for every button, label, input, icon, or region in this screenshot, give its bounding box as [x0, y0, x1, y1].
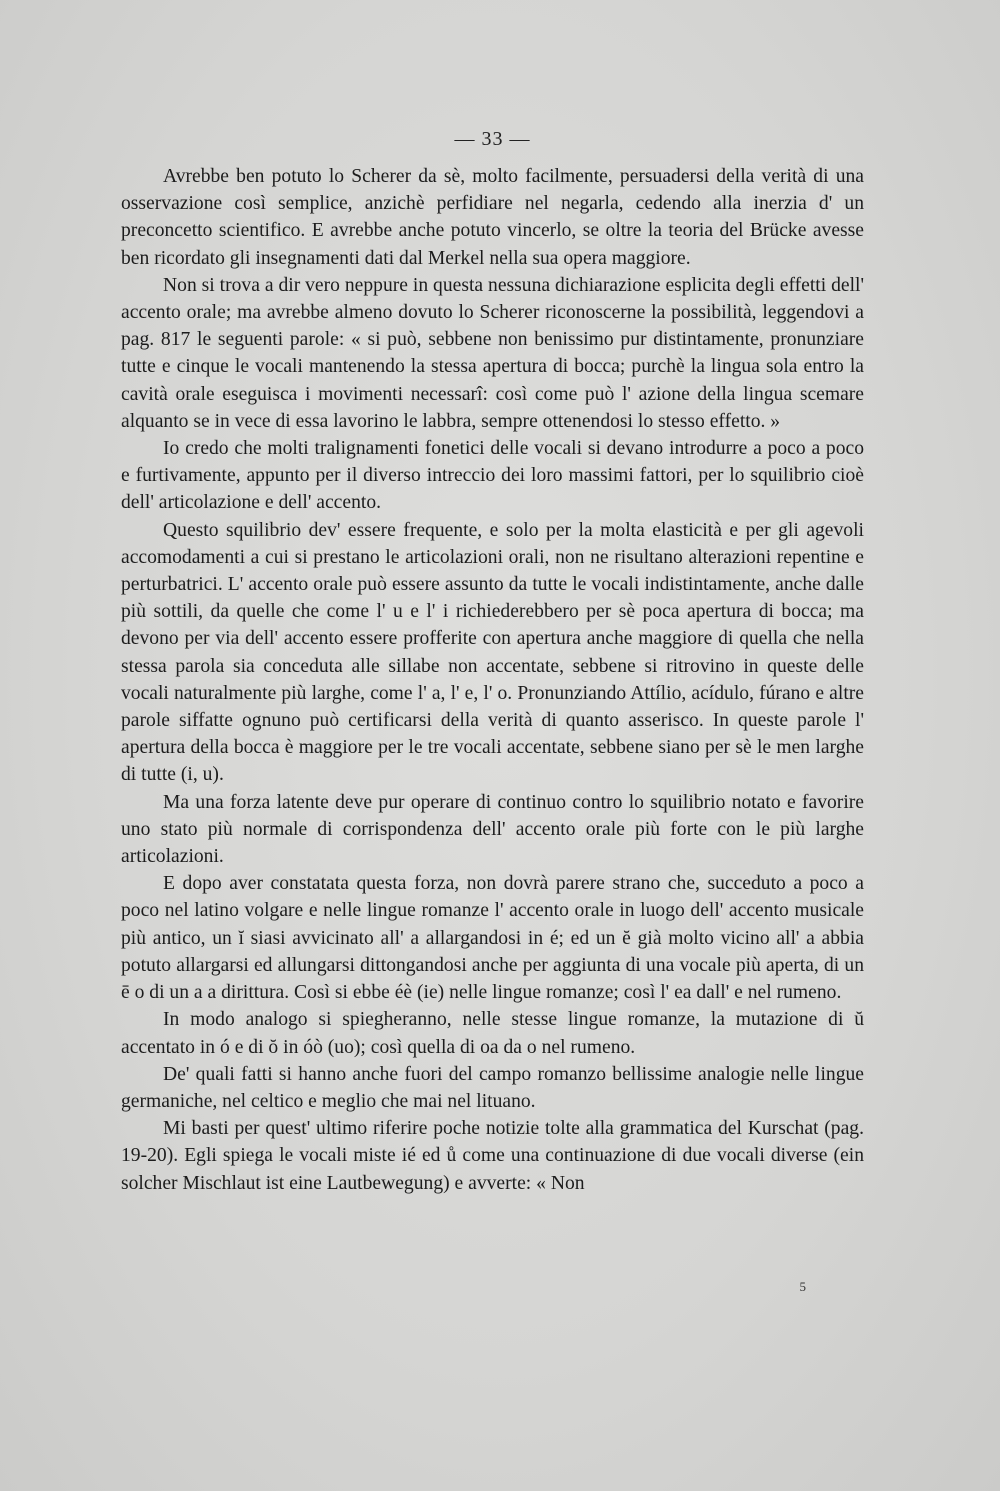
page-number: — 33 —: [454, 128, 531, 150]
paragraph: Questo squilibrio dev' essere frequente, e solo per la molta elasticità e per gli agevoli accomodamenti a cui si prestano le articolazioni orali, non ne risultano alterazioni repentine e perturbatrici. L' accento orale può essere assunto da tutte le vocali indistintamente, anche dalle più sottili, da quelle che come l' u e l' i richiederebbero per sè poca apertura di bocca; ma devono per via dell' accento essere profferite con apertura anche maggiore di quella che nella stessa parola sia conceduta alle sillabe non accentate, sebbene si ritrovino in queste delle vocali naturalmente più larghe, come l' a, l' e, l' o. Pronunziando Attílio, acídulo, fúrano e altre parole siffatte ognuno può certificarsi della verità di quanto asserisco. In queste parole l' apertura della bocca è maggiore per le tre vocali accentate, sebbene siano per sè le men larghe di tutte (i, u).: [121, 519, 864, 786]
paragraph: E dopo aver constatata questa forza, non dovrà parere strano che, succeduto a poco a poco nel latino volgare e nelle lingue romanze l' accento orale in luogo dell' accento musicale più antico, un ĭ siasi avvicinato all' a allargandosi in é; ed un ĕ già molto vicino all' a abbia potuto allargarsi ed allungarsi dittongandosi anche per aggiunta di una vocale più aperta, di un ē o di un a a dirittura. Così si ebbe éè (ie) nelle lingue romanze; così l' ea dall' e nel rumeno.: [121, 873, 864, 1004]
paragraph: Ma una forza latente deve pur operare di continuo contro lo squilibrio notato e favorire uno stato più normale di corrispondenza dell' accento orale più forte con le più larghe articolazioni.: [121, 791, 864, 868]
document-page: [121, 0, 864, 1491]
paragraph: Io credo che molti tralignamenti fonetici delle vocali si devano introdurre a poco a poco e furtivamente, appunto per il diverso intreccio dei loro massimi fattori, per lo squilibrio cioè dell' articolazione e dell' accento.: [121, 438, 864, 514]
paragraph: De' quali fatti si hanno anche fuori del campo romanzo bellissime analogie nelle lingue germaniche, nel celtico e meglio che mai nel lituano.: [121, 1063, 864, 1112]
paragraph: Avrebbe ben potuto lo Scherer da sè, molto facilmente, persuadersi della verità di una osservazione così semplice, anzichè perfidiare nel negarla, cedendo alla inerzia d' un preconcetto scientifico. E avrebbe anche potuto vincerlo, se oltre la teoria del Brücke avesse ben ricordato gli insegnamenti dati dal Merkel nella sua opera maggiore.: [121, 166, 864, 269]
signature-mark: 5: [799, 1279, 806, 1294]
paragraph: In modo analogo si spiegheranno, nelle stesse lingue romanze, la mutazione di ŭ accentato in ó e di ŏ in óò (uo); così quella di oa da o nel rumeno.: [121, 1009, 864, 1058]
paragraph: Mi basti per quest' ultimo riferire poche notizie tolte alla grammatica del Kurschat (pag. 19-20). Egli spiega le vocali miste ié ed ů come una continuazione di due vocali diverse (ein solcher Mischlaut ist eine Lautbewegung) e avverte: « Non: [121, 1118, 864, 1194]
paragraph: Non si trova a dir vero neppure in questa nessuna dichiarazione esplicita degli effetti dell' accento orale; ma avrebbe almeno dovuto lo Scherer riconoscerne la possibilità, leggendovi a pag. 817 le seguenti parole: « si può, sebbene non benissimo pur distintamente, pronunziare tutte e cinque le vocali mantenendo la stessa apertura di bocca; purchè la lingua sola entro la cavità orale eseguisca i movimenti necessarî: così come può l' azione della lingua scemare alquanto se in vece di essa lavorino le labbra, sempre ottenendosi lo stesso effetto. »: [121, 274, 864, 432]
body-text: [121, 163, 864, 1197]
